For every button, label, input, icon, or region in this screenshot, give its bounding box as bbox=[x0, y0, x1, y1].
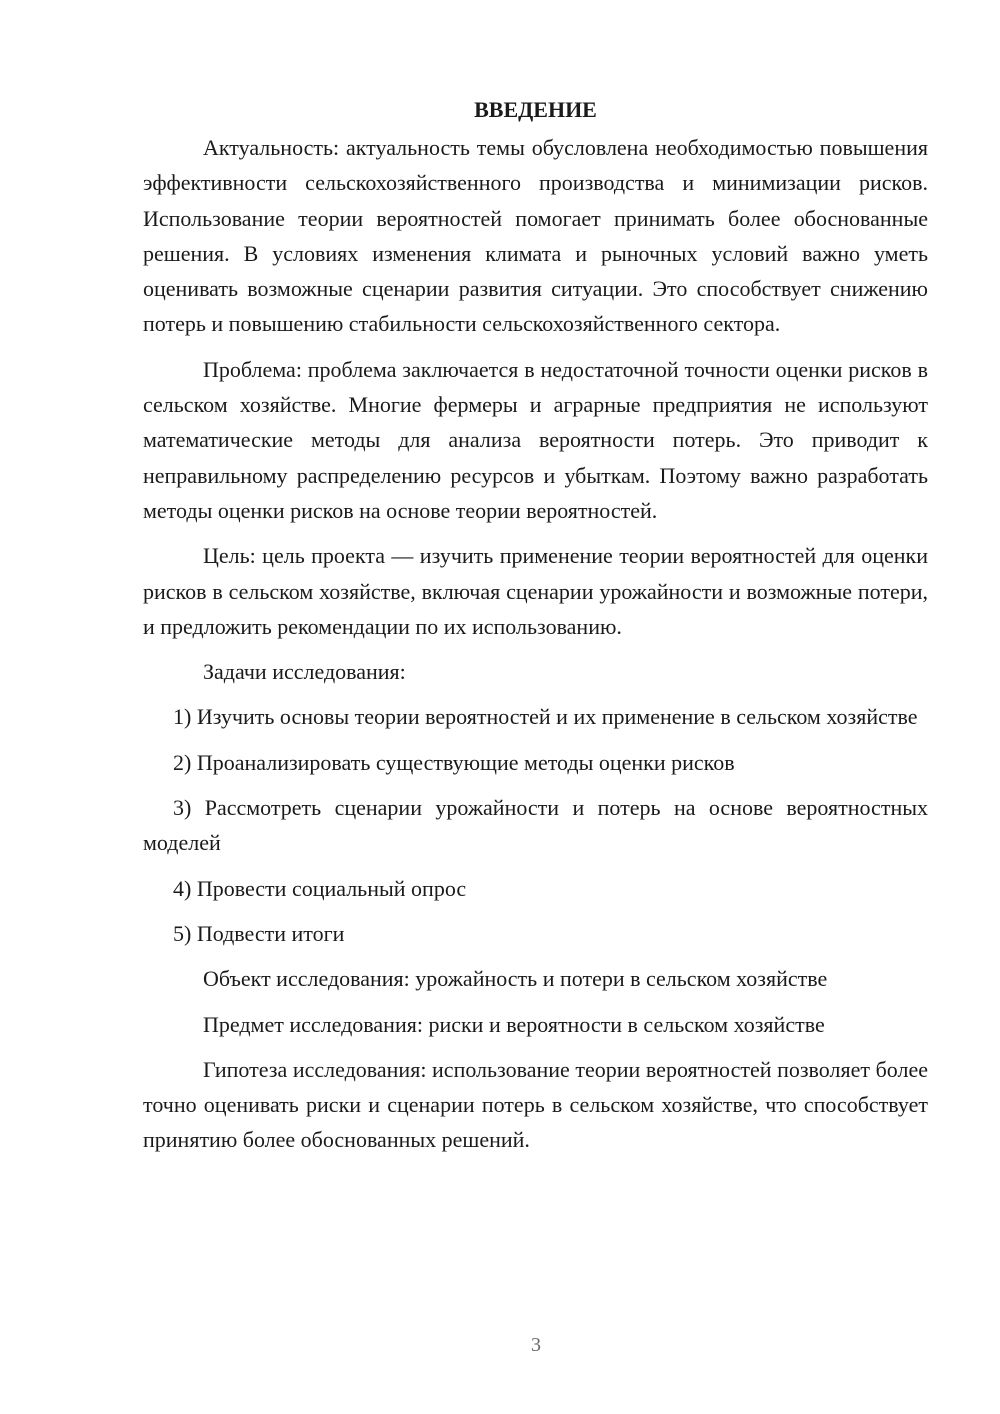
paragraph-object: Объект исследования: урожайность и потери в сельском хозяйстве bbox=[203, 966, 828, 992]
page-number: 3 bbox=[531, 1334, 541, 1356]
paragraph-goal: Цель: цель проекта — изучить применение теории вероятностей для оценки рисков в сельском хозяйстве, включая сценарии урожайности и возможные потери, и предложить рекомендации по их использованию. bbox=[143, 543, 928, 639]
task-item-5: 5) Подвести итоги bbox=[173, 920, 345, 946]
paragraph-hypothesis: Гипотеза исследования: использование теории вероятностей позволяет более точно оценивать риски и сценарии потерь в сельском хозяйстве, что способствует принятию более обоснованных решений. bbox=[143, 1056, 928, 1153]
paragraph-problem: Проблема: проблема заключается в недостаточной точности оценки рисков в сельском хозяйстве. Многие фермеры и аграрные предприятия не используют математические методы для анализа вероятности потерь. Это приводит к неправильному распределению ресурсов и убыткам. Поэтому важно разработать методы оценки рисков на основе теории вероятностей. bbox=[143, 356, 928, 523]
task-item-2: 2) Проанализировать существующие методы оценки рисков bbox=[173, 749, 735, 775]
paragraph-subject: Предмет исследования: риски и вероятности в сельском хозяйстве bbox=[203, 1011, 825, 1037]
section-heading: ВВЕДЕНИЕ bbox=[474, 97, 597, 122]
paragraph-relevance: Актуальность: актуальность темы обусловлена необходимостью повышения эффективности сельскохозяйственного производства и минимизации рисков. Использование теории вероятностей помогает принимать более обоснованные решения. В условиях изменения климата и рыночных условий важно уметь оценивать возможные сценарии развития ситуации. Это способствует снижению потерь и повышению стабильности сельскохозяйственного сектора. bbox=[143, 135, 928, 337]
task-item-3: 3) Рассмотреть сценарии урожайности и потерь на основе вероятностных моделей bbox=[143, 795, 928, 856]
task-item-4: 4) Провести социальный опрос bbox=[173, 875, 467, 901]
document-body bbox=[143, 92, 928, 1168]
tasks-heading: Задачи исследования: bbox=[203, 659, 406, 685]
task-item-1: 1) Изучить основы теории вероятностей и их применение в сельском хозяйстве bbox=[173, 704, 918, 730]
